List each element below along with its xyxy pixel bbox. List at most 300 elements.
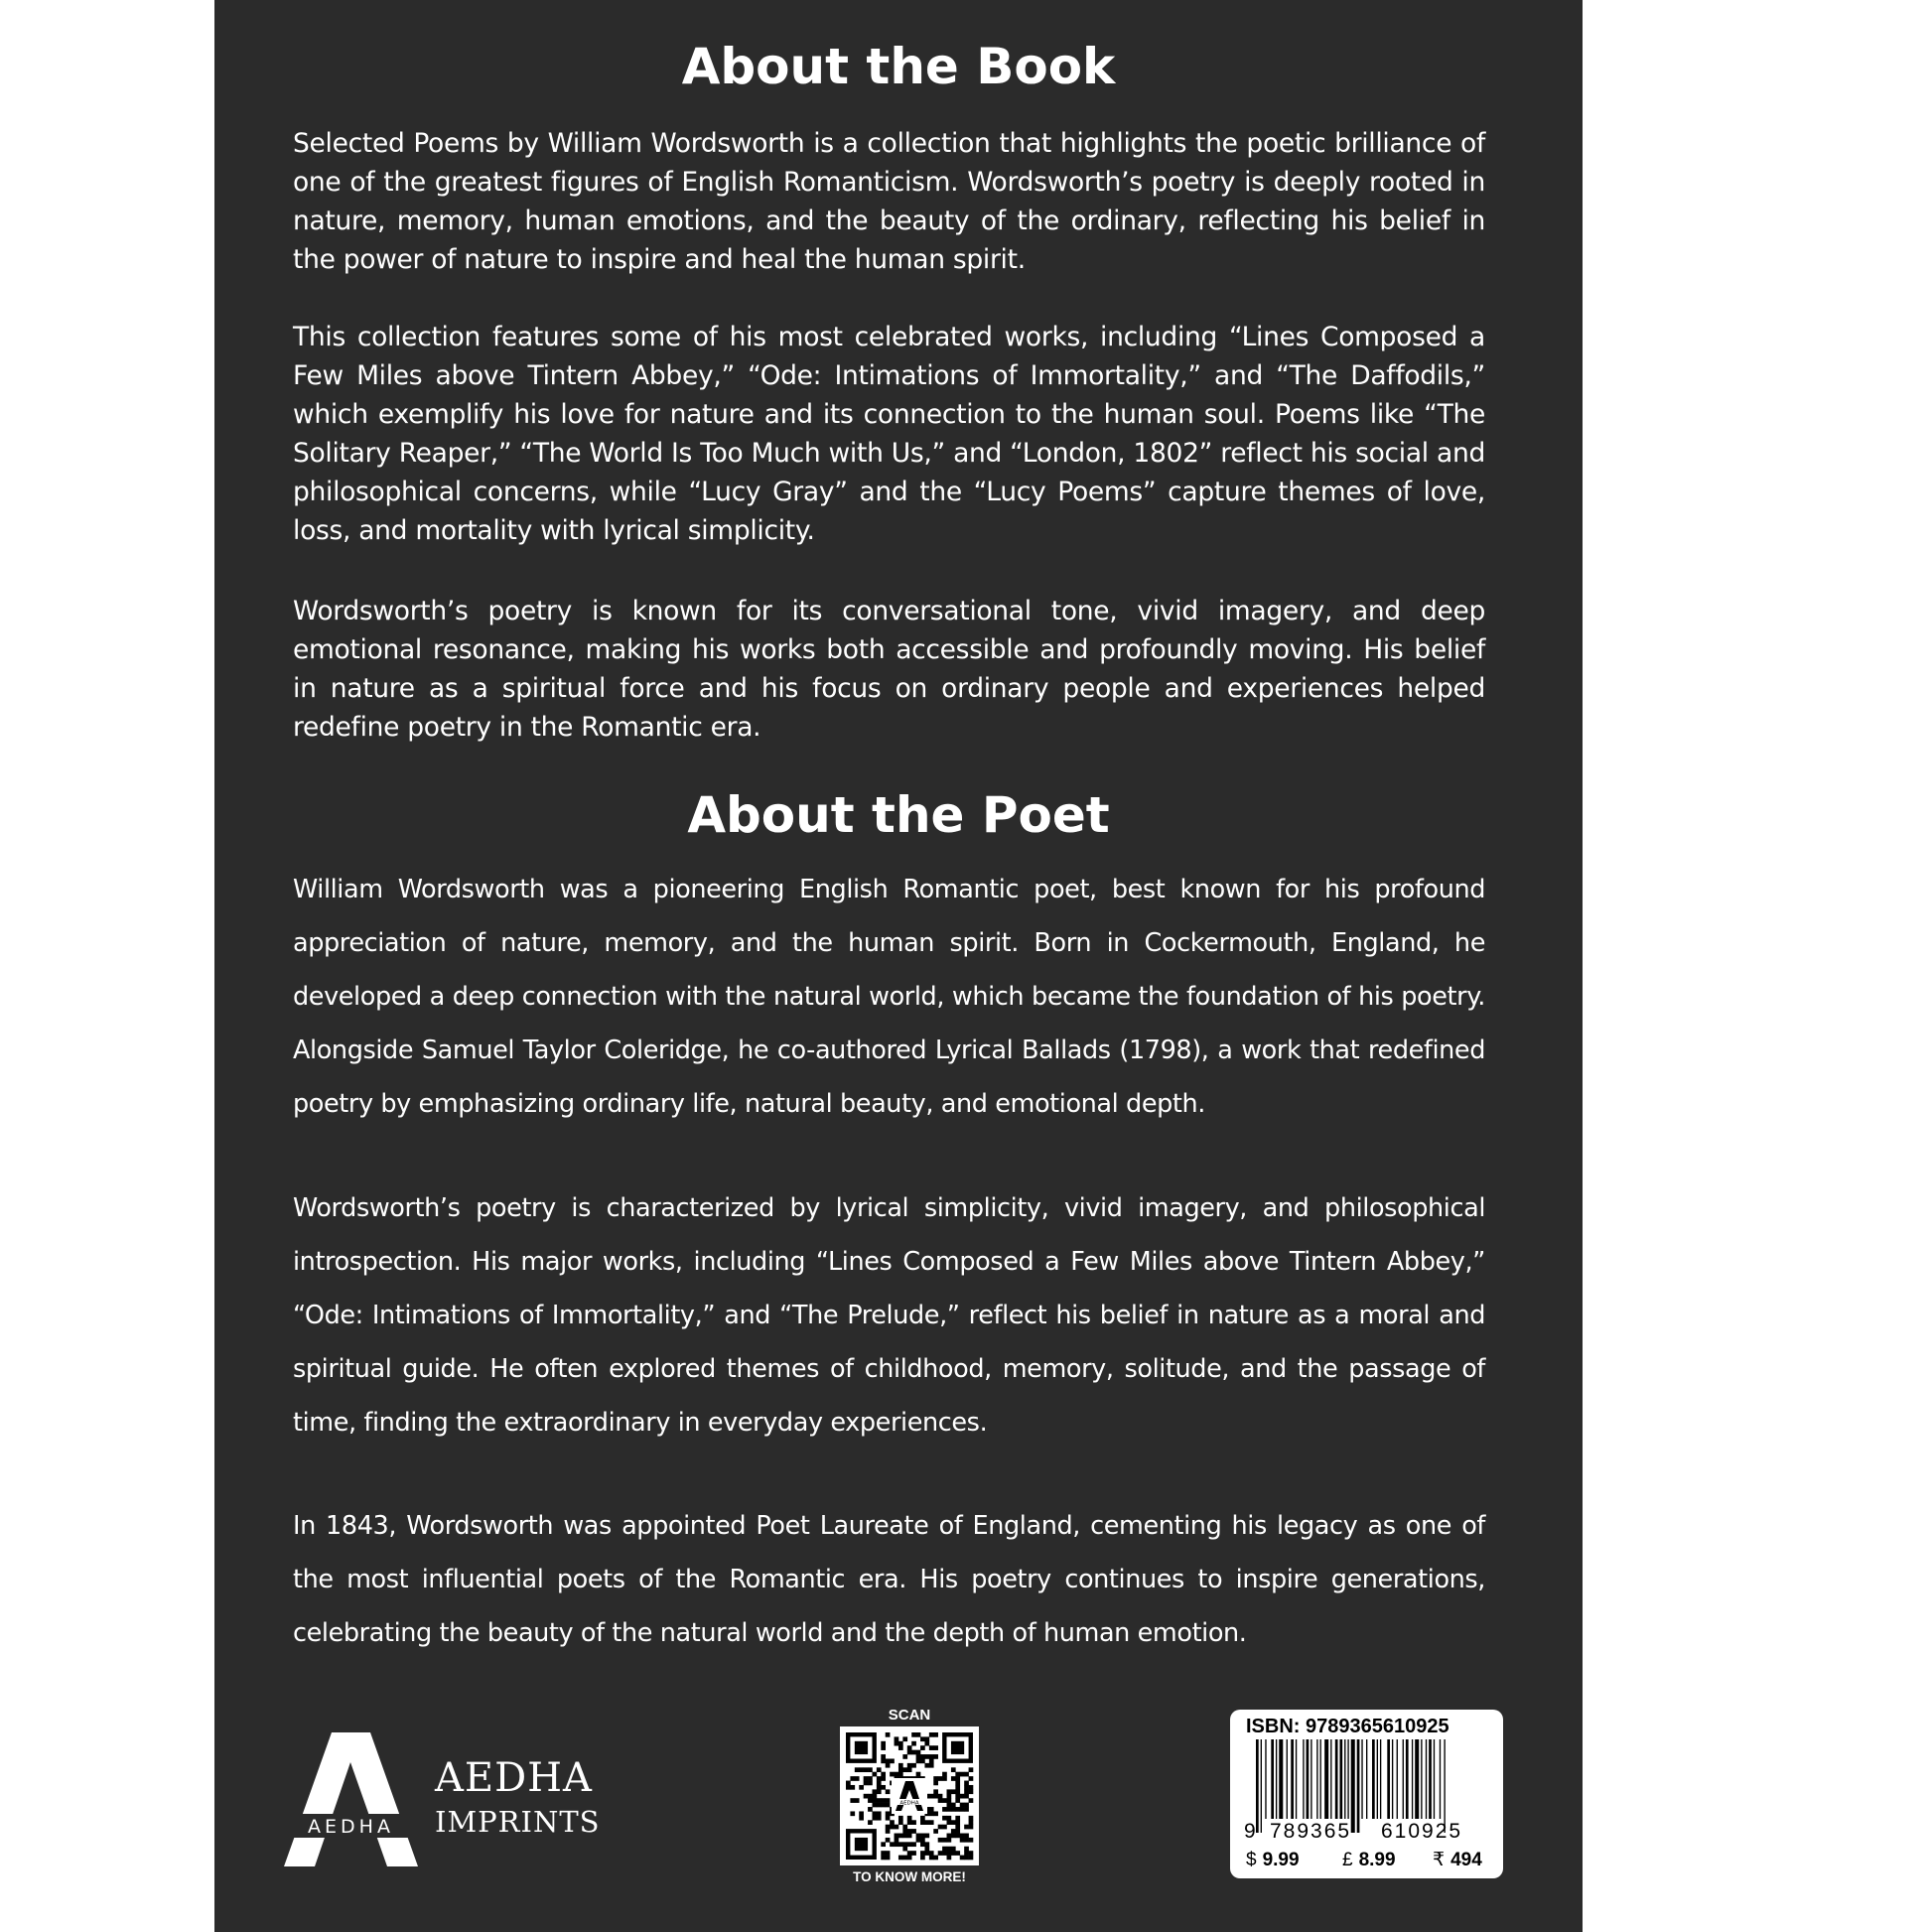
qr-module xyxy=(955,1829,960,1834)
barcode-bar xyxy=(1291,1739,1294,1819)
qr-module xyxy=(907,1856,912,1861)
qr-module xyxy=(924,1851,929,1856)
qr-module xyxy=(933,1781,938,1786)
qr-module xyxy=(881,1851,886,1856)
qr-module xyxy=(877,1767,882,1772)
qr-module xyxy=(846,1785,851,1790)
barcode-bar xyxy=(1387,1739,1390,1819)
qr-module xyxy=(895,1842,899,1847)
qr-module xyxy=(964,1807,969,1812)
qr-module xyxy=(942,1847,947,1852)
qr-module xyxy=(933,1776,938,1781)
qr-module xyxy=(859,1767,864,1772)
publisher-sub: IMPRINTS xyxy=(435,1805,601,1839)
qr-module xyxy=(898,1745,903,1750)
qr-module xyxy=(898,1816,903,1821)
logo-text: AEDHA xyxy=(308,1816,394,1838)
qr-module xyxy=(916,1732,921,1737)
qr-module xyxy=(969,1820,974,1825)
qr-module xyxy=(850,1785,855,1790)
barcode-digits-right: 610925 xyxy=(1381,1820,1463,1843)
barcode-bar xyxy=(1316,1739,1317,1819)
qr-module xyxy=(886,1789,891,1794)
qr-module xyxy=(902,1856,907,1861)
qr-module xyxy=(907,1851,912,1856)
qr-module xyxy=(872,1816,877,1821)
barcode-bar xyxy=(1347,1739,1348,1819)
qr-module xyxy=(855,1798,860,1803)
qr-block xyxy=(840,1705,979,1889)
qr-module xyxy=(955,1816,960,1821)
qr-module xyxy=(964,1803,969,1808)
qr-module xyxy=(960,1794,965,1799)
barcode-bar xyxy=(1256,1739,1259,1833)
qr-module xyxy=(911,1763,916,1768)
qr-module xyxy=(920,1856,925,1861)
qr-module xyxy=(886,1816,891,1821)
qr-module xyxy=(924,1741,929,1746)
qr-module xyxy=(920,1745,925,1750)
qr-module xyxy=(969,1825,974,1830)
qr-module xyxy=(898,1856,903,1861)
qr-module xyxy=(929,1754,934,1759)
publisher-name: AEDHA xyxy=(435,1755,593,1801)
qr-module xyxy=(898,1842,903,1847)
qr-module xyxy=(951,1820,956,1825)
qr-module xyxy=(902,1825,907,1830)
qr-module xyxy=(960,1838,965,1843)
qr-module xyxy=(859,1816,864,1821)
qr-module xyxy=(933,1794,938,1799)
about-book-paragraph-3: Wordsworth’s poetry is known for its conversational tone, vivid imagery, and deep emotional resonance, making his works both accessible and profoundly moving. His belief in nature as a spiritual force and his focus on ordinary people and experiences helped redefine poetry in the Romantic era. xyxy=(293,596,1485,743)
qr-module xyxy=(942,1772,947,1777)
qr-module xyxy=(895,1741,899,1746)
qr-module xyxy=(964,1834,969,1839)
qr-module xyxy=(881,1798,886,1803)
barcode-bar xyxy=(1324,1739,1328,1819)
qr-module xyxy=(898,1763,903,1768)
qr-module xyxy=(964,1785,969,1790)
qr-module xyxy=(964,1789,969,1794)
qr-module xyxy=(886,1763,891,1768)
qr-module xyxy=(877,1811,882,1816)
qr-module xyxy=(920,1842,925,1847)
qr-module xyxy=(920,1838,925,1843)
qr-module xyxy=(951,1767,956,1772)
qr-module xyxy=(850,1798,855,1803)
qr-module xyxy=(890,1842,895,1847)
qr-module xyxy=(929,1811,934,1816)
qr-module xyxy=(886,1798,891,1803)
qr-module xyxy=(877,1785,882,1790)
qr-module xyxy=(960,1834,965,1839)
qr-module xyxy=(964,1847,969,1852)
qr-module xyxy=(924,1763,929,1768)
price-usd: $ 9.99 xyxy=(1246,1850,1300,1870)
qr-module xyxy=(969,1816,974,1821)
qr-module xyxy=(881,1745,886,1750)
qr-module xyxy=(920,1851,925,1856)
qr-module xyxy=(924,1842,929,1847)
barcode-bar xyxy=(1415,1739,1419,1819)
qr-know-more-label: TO KNOW MORE! xyxy=(853,1869,966,1884)
qr-module xyxy=(864,1767,869,1772)
barcode-bar xyxy=(1303,1739,1304,1819)
qr-module xyxy=(955,1785,960,1790)
qr-module xyxy=(846,1781,851,1786)
qr-module xyxy=(886,1803,891,1808)
qr-module xyxy=(969,1767,974,1772)
qr-scan-label: SCAN xyxy=(888,1707,931,1724)
qr-module xyxy=(877,1816,882,1821)
qr-module xyxy=(872,1803,877,1808)
qr-module xyxy=(933,1745,938,1750)
back-cover xyxy=(214,0,1583,1932)
barcode-bar xyxy=(1440,1739,1441,1819)
qr-module xyxy=(929,1851,934,1856)
barcode-bar xyxy=(1412,1739,1413,1819)
barcode-bar xyxy=(1426,1739,1427,1819)
qr-module xyxy=(955,1798,960,1803)
aedha-a-logo-icon xyxy=(284,1732,418,1866)
qr-module xyxy=(911,1842,916,1847)
qr-module xyxy=(911,1851,916,1856)
qr-module xyxy=(955,1807,960,1812)
qr-module xyxy=(907,1750,912,1755)
about-poet-paragraph-3: In 1843, Wordsworth was appointed Poet Laureate of England, cementing his legacy as one of the most influential poets of the Romantic era. His poetry continues to inspire generations, celebrating the beauty of the natural world and the depth of human emotion. xyxy=(293,1511,1485,1648)
qr-module xyxy=(872,1789,877,1794)
qr-module xyxy=(902,1767,907,1772)
qr-module xyxy=(911,1732,916,1737)
qr-module xyxy=(864,1781,869,1786)
barcode-bar xyxy=(1406,1739,1409,1819)
barcode-bar xyxy=(1279,1739,1283,1819)
qr-module xyxy=(969,1785,974,1790)
qr-module xyxy=(960,1807,965,1812)
qr-module xyxy=(881,1754,886,1759)
qr-module xyxy=(947,1851,952,1856)
barcode-bar xyxy=(1366,1739,1367,1819)
qr-module xyxy=(947,1798,952,1803)
qr-module xyxy=(955,1851,960,1856)
barcode-bars xyxy=(1244,1739,1489,1833)
barcode-bar xyxy=(1330,1739,1331,1819)
qr-module xyxy=(877,1803,882,1808)
qr-module xyxy=(929,1820,934,1825)
barcode-bar xyxy=(1421,1739,1422,1819)
qr-module xyxy=(855,1767,860,1772)
barcode-box xyxy=(1230,1710,1503,1878)
qr-module xyxy=(886,1851,891,1856)
qr-module xyxy=(881,1758,886,1763)
qr-module xyxy=(951,1789,956,1794)
qr-finder xyxy=(855,1838,868,1851)
qr-module xyxy=(868,1794,873,1799)
qr-module xyxy=(969,1789,974,1794)
qr-module xyxy=(881,1772,886,1777)
qr-module xyxy=(951,1807,956,1812)
qr-module xyxy=(902,1829,907,1834)
qr-module xyxy=(955,1772,960,1777)
about-book-paragraph-1: Selected Poems by William Wordsworth is a collection that highlights the poetic brilliance of one of the greatest figures of English Romanticism. Wordsworth’s poetry is deeply rooted in nature, memory, human emotions, and the beauty of the ordinary, reflecting his belief in the power of nature to inspire and heal the human spirit. xyxy=(293,128,1485,275)
qr-module xyxy=(969,1851,974,1856)
qr-module xyxy=(933,1811,938,1816)
qr-module xyxy=(947,1838,952,1843)
qr-module xyxy=(895,1838,899,1843)
qr-module xyxy=(881,1785,886,1790)
barcode-bar xyxy=(1271,1739,1274,1819)
qr-module xyxy=(960,1803,965,1808)
qr-module xyxy=(902,1834,907,1839)
qr-module xyxy=(924,1754,929,1759)
qr-module xyxy=(929,1856,934,1861)
qr-module xyxy=(877,1781,882,1786)
qr-module xyxy=(924,1847,929,1852)
qr-module xyxy=(969,1798,974,1803)
qr-module xyxy=(924,1736,929,1741)
qr-module xyxy=(942,1838,947,1843)
about-book-paragraph-2: This collection features some of his most celebrated works, including “Lines Composed a Few Miles above Tintern Abbey,” “Ode: Intimations of Immortality,” and “The Daffodils,” which exemplify his love for nature and its connection to the human soul. Poems like “The Solitary Reaper,” “The World Is Too Much with Us,” and “London, 1802” reflect his social and philosophical concerns, while “Lucy Gray” and the “Lucy Poems” capture themes of love, loss, and mortality with lyrical simplicity. xyxy=(293,322,1485,546)
qr-module xyxy=(881,1803,886,1808)
qr-module xyxy=(947,1803,952,1808)
qr-module xyxy=(947,1789,952,1794)
qr-module xyxy=(902,1736,907,1741)
qr-module xyxy=(947,1807,952,1812)
qr-module xyxy=(920,1758,925,1763)
barcode-bar xyxy=(1335,1739,1338,1819)
qr-module xyxy=(920,1754,925,1759)
qr-module xyxy=(951,1834,956,1839)
barcode-digits-left: 789365 xyxy=(1270,1820,1352,1843)
qr-module xyxy=(864,1776,869,1781)
qr-module xyxy=(886,1732,891,1737)
qr-module xyxy=(938,1838,943,1843)
barcode-bar xyxy=(1320,1739,1321,1819)
qr-module xyxy=(916,1772,921,1777)
qr-module xyxy=(895,1736,899,1741)
qr-module xyxy=(942,1851,947,1856)
qr-module xyxy=(898,1834,903,1839)
qr-module xyxy=(886,1838,891,1843)
qr-module xyxy=(890,1820,895,1825)
qr-module xyxy=(907,1842,912,1847)
qr-module xyxy=(902,1754,907,1759)
qr-module xyxy=(872,1811,877,1816)
qr-code-icon[interactable] xyxy=(840,1726,979,1865)
price-gbp: £ 8.99 xyxy=(1342,1850,1396,1870)
qr-module xyxy=(902,1842,907,1847)
qr-module xyxy=(947,1816,952,1821)
barcode-bar xyxy=(1377,1739,1378,1819)
qr-module xyxy=(920,1736,925,1741)
qr-module xyxy=(916,1758,921,1763)
qr-module xyxy=(877,1798,882,1803)
qr-finder xyxy=(951,1741,964,1754)
qr-module xyxy=(964,1781,969,1786)
qr-module xyxy=(881,1842,886,1847)
qr-module xyxy=(877,1776,882,1781)
qr-module xyxy=(895,1772,899,1777)
qr-module xyxy=(855,1776,860,1781)
barcode-bar xyxy=(1261,1739,1262,1833)
qr-module xyxy=(942,1776,947,1781)
qr-module xyxy=(898,1767,903,1772)
barcode-bar xyxy=(1403,1739,1404,1819)
qr-module xyxy=(929,1794,934,1799)
qr-module xyxy=(895,1825,899,1830)
qr-module xyxy=(907,1829,912,1834)
barcode-bar xyxy=(1307,1739,1310,1819)
qr-module xyxy=(942,1816,947,1821)
barcode-bar xyxy=(1357,1739,1360,1833)
qr-module xyxy=(929,1758,934,1763)
qr-module xyxy=(864,1794,869,1799)
qr-module xyxy=(868,1781,873,1786)
qr-module xyxy=(920,1834,925,1839)
qr-module xyxy=(964,1825,969,1830)
qr-module xyxy=(890,1772,895,1777)
qr-module xyxy=(933,1732,938,1737)
qr-module xyxy=(920,1820,925,1825)
qr-module xyxy=(868,1820,873,1825)
barcode-bar xyxy=(1296,1739,1297,1819)
barcode-bar xyxy=(1380,1739,1381,1819)
price-inr: ₹ 494 xyxy=(1433,1850,1482,1870)
qr-module xyxy=(969,1838,974,1843)
qr-module xyxy=(964,1838,969,1843)
price-list xyxy=(1230,1849,1503,1872)
barcode-bar xyxy=(1287,1739,1288,1819)
qr-module xyxy=(881,1856,886,1861)
qr-module xyxy=(877,1789,882,1794)
about-poet-heading: About the Poet xyxy=(687,786,1110,844)
qr-module xyxy=(898,1772,903,1777)
qr-module xyxy=(951,1829,956,1834)
barcode-bar xyxy=(1339,1739,1342,1819)
qr-module xyxy=(916,1838,921,1843)
qr-module xyxy=(938,1776,943,1781)
qr-module xyxy=(868,1807,873,1812)
qr-module xyxy=(859,1811,864,1816)
qr-module xyxy=(907,1834,912,1839)
barcode-bar xyxy=(1434,1739,1435,1819)
about-poet-paragraph-2: Wordsworth’s poetry is characterized by lyrical simplicity, vivid imagery, and philosophical introspection. His major works, including “Lines Composed a Few Miles above Tintern Abbey,” “Ode: Intimations of Immortality,” and “The Prelude,” reflect his belief in nature as a moral and spiritual guide. He often explored themes of childhood, memory, solitude, and the passage of time, finding the extraordinary in everyday experiences. xyxy=(293,1193,1485,1438)
qr-module xyxy=(955,1820,960,1825)
qr-module xyxy=(859,1785,864,1790)
qr-finder xyxy=(855,1741,868,1754)
qr-module xyxy=(938,1825,943,1830)
qr-module xyxy=(886,1811,891,1816)
qr-module xyxy=(907,1745,912,1750)
qr-module xyxy=(942,1798,947,1803)
qr-module xyxy=(886,1825,891,1830)
barcode-bar xyxy=(1361,1739,1362,1819)
qr-module xyxy=(907,1763,912,1768)
qr-module xyxy=(969,1856,974,1861)
qr-module xyxy=(881,1776,886,1781)
qr-module xyxy=(911,1829,916,1834)
about-poet-paragraph-1: William Wordsworth was a pioneering English Romantic poet, best known for his profound appreciation of nature, memory, and the human spirit. Born in Cockermouth, England, he developed a deep connection with the natural world, which became the foundation of his poetry. Alongside Samuel Taylor Coleridge, he co-authored Lyrical Ballads (1798), a work that redefined poetry by emphasizing ordinary life, natural beauty, and emotional depth. xyxy=(293,875,1485,1119)
qr-module xyxy=(929,1763,934,1768)
qr-module xyxy=(911,1820,916,1825)
qr-module xyxy=(947,1794,952,1799)
qr-module xyxy=(868,1798,873,1803)
qr-module xyxy=(942,1807,947,1812)
qr-module xyxy=(955,1781,960,1786)
qr-module xyxy=(960,1856,965,1861)
qr-module xyxy=(890,1825,895,1830)
qr-module xyxy=(951,1847,956,1852)
qr-module xyxy=(886,1829,891,1834)
qr-module xyxy=(933,1829,938,1834)
qr-module xyxy=(951,1803,956,1808)
isbn-label: ISBN: 9789365610925 xyxy=(1246,1716,1449,1737)
qr-module xyxy=(933,1754,938,1759)
barcode-bar xyxy=(1392,1739,1393,1819)
barcode-bar xyxy=(1444,1739,1445,1833)
qr-module xyxy=(868,1776,873,1781)
barcode-bar xyxy=(1429,1739,1432,1819)
qr-module xyxy=(964,1856,969,1861)
qr-module xyxy=(872,1772,877,1777)
qr-module xyxy=(850,1776,855,1781)
qr-module xyxy=(916,1750,921,1755)
qr-module xyxy=(886,1856,891,1861)
qr-module xyxy=(907,1816,912,1821)
qr-module xyxy=(955,1834,960,1839)
qr-module xyxy=(902,1847,907,1852)
qr-module xyxy=(964,1772,969,1777)
barcode-bar xyxy=(1351,1739,1355,1833)
qr-module xyxy=(929,1807,934,1812)
qr-module xyxy=(942,1825,947,1830)
barcode-bar xyxy=(1344,1739,1345,1819)
barcode-bar xyxy=(1276,1739,1277,1819)
qr-module xyxy=(955,1825,960,1830)
qr-module xyxy=(969,1776,974,1781)
qr-module xyxy=(960,1772,965,1777)
qr-module xyxy=(907,1767,912,1772)
qr-module xyxy=(938,1794,943,1799)
qr-module xyxy=(951,1851,956,1856)
qr-module xyxy=(964,1851,969,1856)
qr-module xyxy=(898,1741,903,1746)
qr-module xyxy=(964,1794,969,1799)
barcode-bar xyxy=(1397,1739,1398,1819)
qr-module xyxy=(929,1732,934,1737)
qr-module xyxy=(924,1820,929,1825)
qr-module xyxy=(872,1794,877,1799)
qr-module xyxy=(911,1750,916,1755)
qr-module xyxy=(916,1834,921,1839)
qr-module xyxy=(898,1820,903,1825)
qr-module xyxy=(911,1741,916,1746)
qr-module xyxy=(947,1834,952,1839)
qr-module xyxy=(895,1834,899,1839)
qr-module xyxy=(872,1798,877,1803)
qr-module xyxy=(881,1741,886,1746)
qr-module xyxy=(924,1834,929,1839)
qr-module xyxy=(938,1798,943,1803)
qr-module xyxy=(947,1820,952,1825)
qr-module xyxy=(955,1794,960,1799)
barcode-bar xyxy=(1265,1739,1266,1819)
qr-module xyxy=(933,1789,938,1794)
qr-module xyxy=(850,1811,855,1816)
qr-module xyxy=(947,1856,952,1861)
qr-module xyxy=(933,1856,938,1861)
barcode-bar xyxy=(1372,1739,1375,1819)
